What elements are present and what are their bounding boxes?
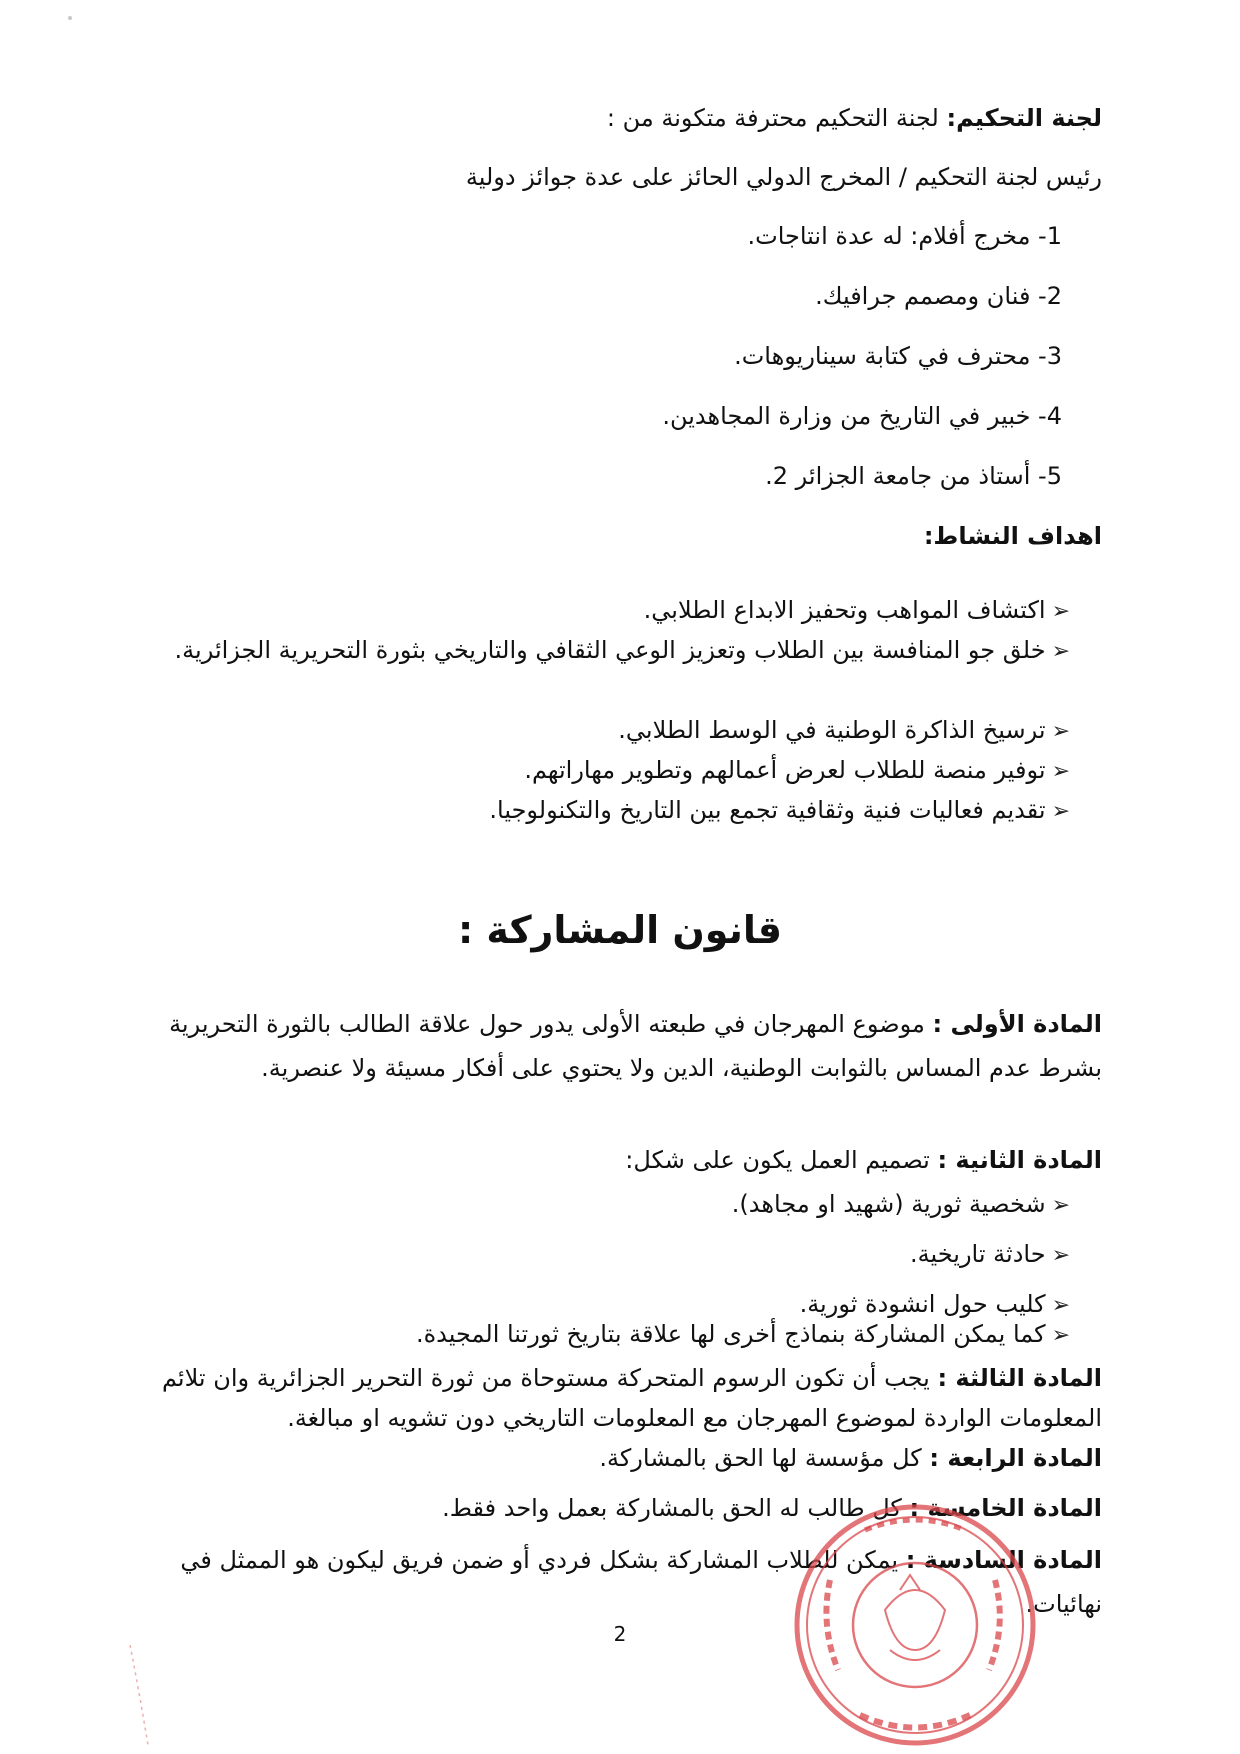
article-2 [625,1140,1102,1180]
goal-item [170,630,1072,672]
jury-member-1: 1- مخرج أفلام: له عدة انتاجات. [747,222,1062,250]
article-1-text: موضوع المهرجان في طبعته الأولى يدور حول علاقة الطالب بالثورة التحريرية بشرط عدم المساس بالثوابت الوطنية، الدين ولا يحتوي على أفكار مسيئة ولا عنصرية. [169,1010,1102,1082]
arrow-bullet-icon: ➢ [1051,1243,1070,1268]
arrow-bullet-icon: ➢ [1051,1323,1070,1348]
arrow-bullet-icon: ➢ [1051,799,1070,824]
arrow-bullet-icon: ➢ [1051,719,1070,744]
jury-heading: لجنة التحكيم: [946,104,1102,132]
article-2-item-text: حادثة تاريخية. [910,1240,1046,1268]
goal-item-text: تقديم فعاليات فنية وثقافية تجمع بين التاريخ والتكنولوجيا. [489,796,1046,824]
article-1 [107,1002,1102,1090]
arrow-bullet-icon: ➢ [1051,1193,1070,1218]
rules-title: قانون المشاركة : [457,908,783,952]
article-5-text: كل طالب له الحق بالمشاركة بعمل واحد فقط. [442,1494,910,1522]
article-2-item-text: كما يمكن المشاركة بنماذج أخرى لها علاقة بتاريخ ثورتنا المجيدة. [415,1320,1046,1348]
article-1-label: المادة الأولى : [932,1010,1102,1038]
goals-heading: اهداف النشاط: [923,522,1102,550]
article-2-item [732,1184,1072,1226]
page-number: 2 [613,1622,627,1646]
jury-president: رئيس لجنة التحكيم / المخرج الدولي الحائز على عدة جوائز دولية [465,163,1102,191]
goal-item-text: ترسيخ الذاكرة الوطنية في الوسط الطلابي. [618,716,1046,744]
article-2-item [910,1234,1072,1276]
article-3 [107,1358,1102,1438]
article-2-item-text: كليب حول انشودة ثورية. [799,1290,1046,1318]
goal-item [524,750,1072,792]
jury-member-4: 4- خبير في التاريخ من وزارة المجاهدين. [662,402,1062,430]
article-3-text: يجب أن تكون الرسوم المتحركة مستوحاة من ثورة التحرير الجزائرية وان تلائم المعلومات الواردة لموضوع المهرجان مع المعلومات التاريخي دون تشويه او مبالغة. [161,1364,1102,1432]
article-6-label: المادة السادسة : [905,1546,1102,1574]
goal-item-text: اكتشاف المواهب وتحفيز الابداع الطلابي. [643,596,1046,624]
article-2-item-text: شخصية ثورية (شهيد او مجاهد). [731,1190,1046,1218]
goal-item-text: خلق جو المنافسة بين الطلاب وتعزيز الوعي الثقافي والتاريخي بثورة التحريرية الجزائرية. [174,636,1046,664]
article-4-text: كل مؤسسة لها الحق بالمشاركة. [599,1444,930,1472]
article-4-label: المادة الرابعة : [929,1444,1102,1472]
article-5-label: المادة الخامسة : [909,1494,1102,1522]
scan-speck [68,16,72,20]
jury-member-2: 2- فنان ومصمم جرافيك. [815,282,1062,310]
article-2-label: المادة الثانية : [937,1146,1102,1174]
jury-heading-line [607,98,1102,138]
jury-heading-rest: لجنة التحكيم محترفة متكونة من : [606,104,947,132]
goal-item [644,590,1072,632]
article-2-text: تصميم العمل يكون على شكل: [625,1146,938,1174]
pen-mark [125,1640,155,1750]
official-stamp-icon [790,1500,1040,1750]
jury-member-5: 5- أستاذ من جامعة الجزائر 2. [765,462,1062,490]
arrow-bullet-icon: ➢ [1051,639,1070,664]
goal-item [489,790,1072,832]
article-6-text: يمكن للطلاب المشاركة بشكل فردي أو ضمن فريق ليكون هو الممثل في نهائيات. [180,1546,1102,1618]
arrow-bullet-icon: ➢ [1051,599,1070,624]
arrow-bullet-icon: ➢ [1051,1293,1070,1318]
jury-member-3: 3- محترف في كتابة سيناريوهات. [734,342,1062,370]
arrow-bullet-icon: ➢ [1051,759,1070,784]
article-2-item [416,1314,1072,1356]
goal-item-text: توفير منصة للطلاب لعرض أعمالهم وتطوير مهاراتهم. [524,756,1046,784]
article-3-label: المادة الثالثة : [937,1364,1102,1392]
article-4 [599,1438,1102,1478]
goal-item [618,710,1072,752]
